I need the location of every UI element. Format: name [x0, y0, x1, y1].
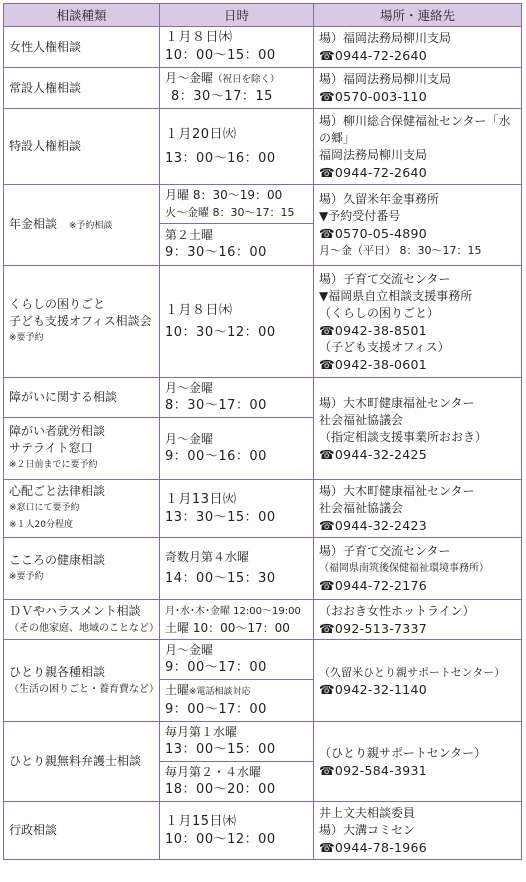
- table-row: [4, 378, 522, 418]
- consult-datetime: 月～金曜 9：00～17：00: [160, 640, 314, 680]
- consult-name: 常設人権相談: [4, 68, 160, 109]
- consult-name: ＤＶやハラスメント相談 （その他家庭、地域のことなど）: [4, 600, 160, 640]
- consult-place: （久留米ひとり親サポートセンター） ☎0942-32-1140: [314, 640, 522, 722]
- table-row: [4, 600, 522, 640]
- table-header-row: [4, 4, 522, 27]
- consult-place: 場）大木町健康福祉センター 社会福祉協議会 （指定相談支援事業所おおき） ☎0944-32-2425: [314, 378, 522, 480]
- consult-place: 井上文夫相談委員 場）大溝コミセン ☎0944-78-1966: [314, 802, 522, 860]
- consult-datetime: 奇数月第４水曜 14：00～15：30: [160, 538, 314, 600]
- consult-datetime: 月曜 8：30～19：00 火～金曜 8：30～17：15: [160, 185, 314, 224]
- consultation-table-wrapper: [3, 3, 521, 860]
- consult-datetime: １月15日㈭ 10：00～12：00: [160, 802, 314, 860]
- consult-datetime: 毎月第１水曜 13：00～15：00: [160, 722, 314, 762]
- header-datetime: 日時: [160, 4, 314, 27]
- consult-place: 場）大木町健康福祉センター 社会福祉協議会 ☎0944-32-2423: [314, 480, 522, 538]
- consult-datetime: １月８日㈭ 10：00～15：00: [160, 27, 314, 68]
- consult-datetime: 月～金曜（祝日を除く） 8：30～17：15: [160, 68, 314, 109]
- consult-place: 場）福岡法務局柳川支局 ☎0944-72-2640: [314, 27, 522, 68]
- consult-name: こころの健康相談 ※要予約: [4, 538, 160, 600]
- table-row: [4, 185, 522, 224]
- consult-name: 心配ごと法律相談 ※窓口にて要予約 ※１人20分程度: [4, 480, 160, 538]
- table-row: [4, 480, 522, 538]
- table-row: [4, 640, 522, 680]
- table-row: [4, 802, 522, 860]
- consult-datetime: １月13日㈫ 13：30～15：00: [160, 480, 314, 538]
- consult-name: 障がいに関する相談: [4, 378, 160, 418]
- consult-datetime: 土曜※電話相談対応 9：00～17：00: [160, 680, 314, 722]
- consult-datetime: 毎月第２・４水曜 18：00～20：00: [160, 762, 314, 802]
- consult-place: 場）福岡法務局柳川支局 ☎0570-003-110: [314, 68, 522, 109]
- consult-place: 場）久留米年金事務所 ▼予約受付番号 ☎0570-05-4890 月～金（平日） 8：30～17：15: [314, 185, 522, 266]
- consult-place: （おおき女性ホットライン） ☎092-513-7337: [314, 600, 522, 640]
- consult-name: ひとり親無料弁護士相談: [4, 722, 160, 802]
- consultation-schedule-table: [3, 3, 522, 860]
- table-row: [4, 68, 522, 109]
- consult-name: 女性人権相談: [4, 27, 160, 68]
- consult-datetime: 月～金曜 8：30～17：00: [160, 378, 314, 418]
- table-row: [4, 109, 522, 185]
- header-type: 相談種類: [4, 4, 160, 27]
- table-row: [4, 27, 522, 68]
- consult-name: ひとり親各種相談 （生活の困りごと・養育費など）: [4, 640, 160, 722]
- consult-name: 障がい者就労相談 サテライト窓口 ※２日前までに要予約: [4, 418, 160, 480]
- consult-place: （ひとり親サポートセンター） ☎092-584-3931: [314, 722, 522, 802]
- table-row: [4, 266, 522, 378]
- consult-datetime: 月･水･木･金曜 12:00～19:00 土曜 10：00～17：00: [160, 600, 314, 640]
- consult-name: 行政相談: [4, 802, 160, 860]
- consult-datetime: 第２土曜 9：30～16：00: [160, 224, 314, 266]
- consult-place: 場）子育て交流センター （福岡県南筑後保健福祉環境事務所） ☎0944-72-2176: [314, 538, 522, 600]
- consult-name: 特設人権相談: [4, 109, 160, 185]
- consult-place: 場）柳川総合保健福祉センター「水 の郷」 福岡法務局柳川支局 ☎0944-72-2640: [314, 109, 522, 185]
- consult-datetime: １月８日㈭ 10：30～12：00: [160, 266, 314, 378]
- table-row: [4, 722, 522, 762]
- header-place: 場所・連絡先: [314, 4, 522, 27]
- table-row: [4, 538, 522, 600]
- consult-name: 年金相談 ※予約相談: [4, 185, 160, 266]
- consult-datetime: 月～金曜 9：00～16：00: [160, 418, 314, 480]
- consult-name: くらしの困りごと 子ども支援オフィス相談会 ※要予約: [4, 266, 160, 378]
- consult-place: 場）子育て交流センター ▼福岡県自立相談支援事務所 （くらしの困りごと） ☎0942-38-8501 （子ども支援オフィス） ☎0942-38-0601: [314, 266, 522, 378]
- consult-datetime: １月20日㈫ 13：00～16：00: [160, 109, 314, 185]
